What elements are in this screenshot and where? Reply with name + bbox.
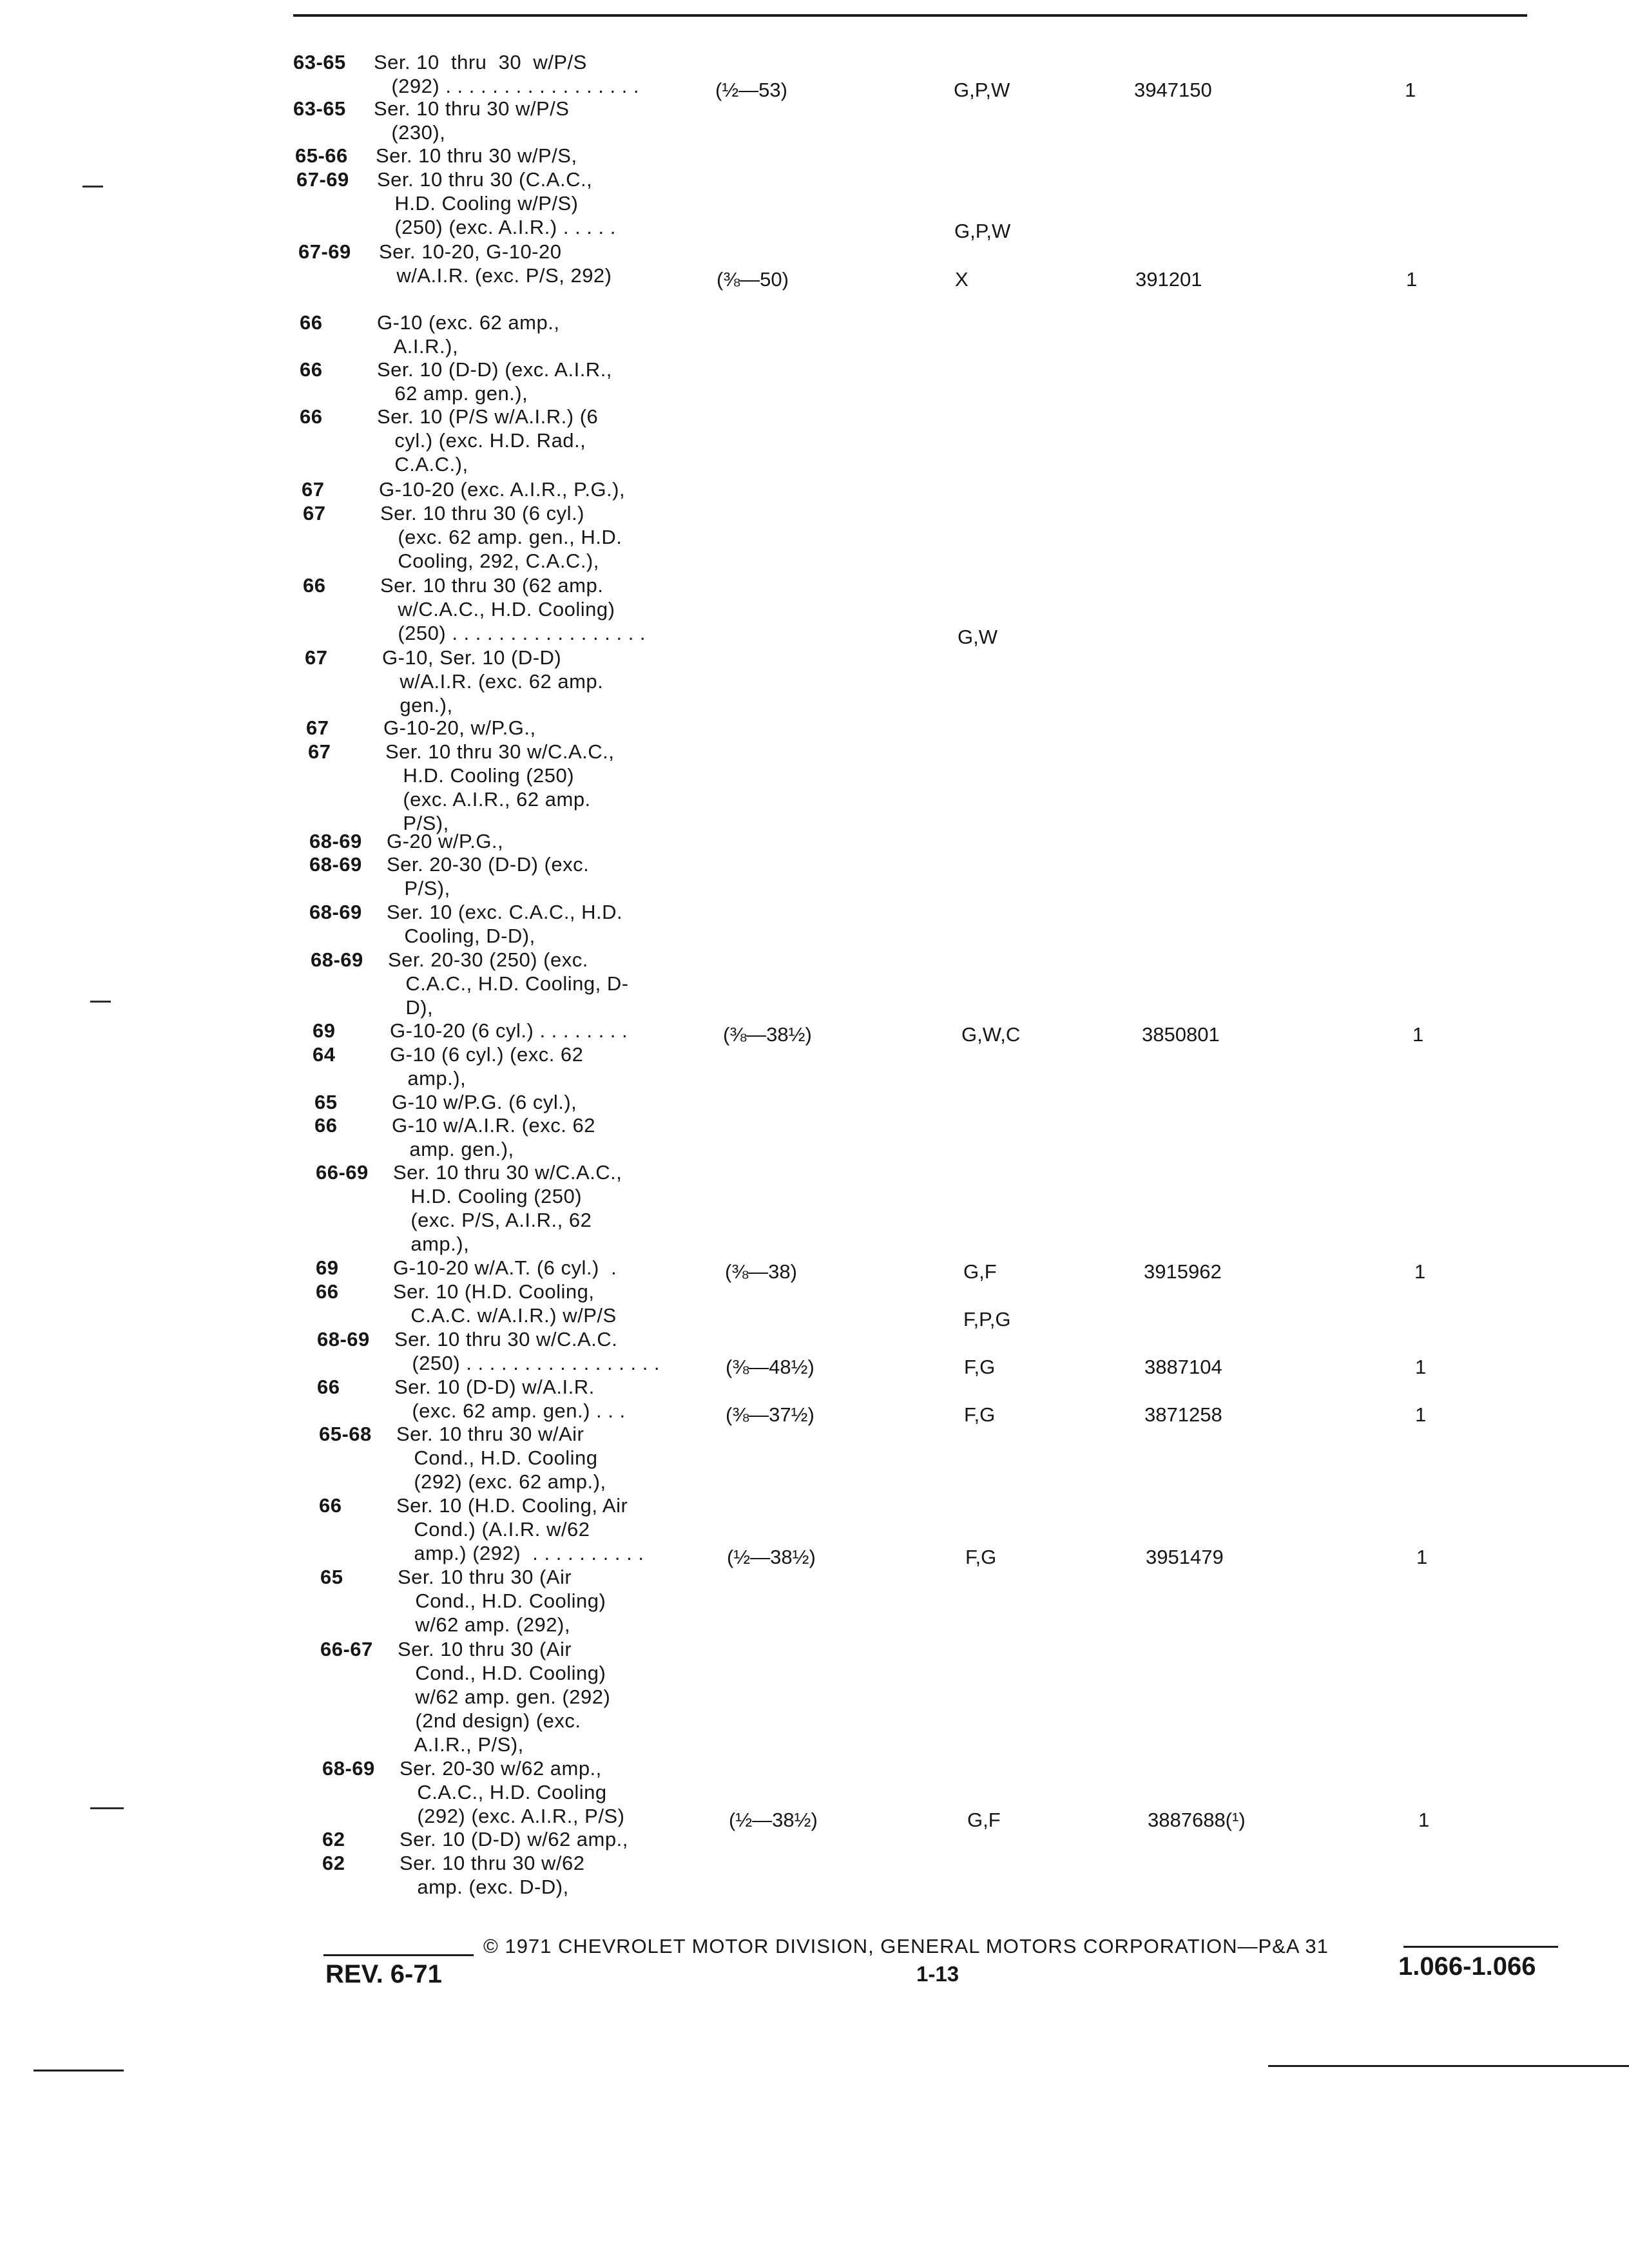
entry-years: 68-69 — [317, 1328, 370, 1350]
entry-size: (⅜—38½) — [723, 1023, 812, 1046]
entry-part-number: 3871258 — [1144, 1403, 1222, 1426]
entry-part-number: 3887104 — [1144, 1356, 1222, 1378]
bottom-rule-right — [1268, 2065, 1629, 2067]
entry-years: 64 — [313, 1043, 336, 1066]
margin-mark — [82, 186, 103, 187]
entry-years: 62 — [322, 1852, 345, 1874]
entry-description: Ser. 10 thru 30 w/C.A.C. (250) . . . . . . . . . . . . . . . . . — [394, 1328, 660, 1374]
entry-part-number: 3887688(¹) — [1148, 1809, 1246, 1831]
entry-description: G-10-20, w/P.G., — [383, 716, 536, 739]
margin-mark — [90, 1001, 111, 1003]
entry-part-number: 3951479 — [1146, 1546, 1224, 1568]
page-number: 1-13 — [916, 1962, 959, 1986]
entry-description: Ser. 10 (H.D. Cooling, Air Cond.) (A.I.R. w/62 amp.) (292) . . . . . . . . . . — [396, 1494, 644, 1564]
entry-years: 67-69 — [296, 168, 349, 191]
entry-years: 68-69 — [309, 901, 362, 923]
entry-description: G-10, Ser. 10 (D-D) w/A.I.R. (exc. 62 amp. gen.), — [382, 646, 604, 716]
entry-years: 66 — [303, 574, 326, 597]
entry-description: Ser. 10 (P/S w/A.I.R.) (6 cyl.) (exc. H.D. Rad., C.A.C.), — [377, 405, 599, 476]
entry-description: G-10-20 (exc. A.I.R., P.G.), — [379, 478, 626, 501]
entry-years: 66 — [300, 311, 323, 334]
entry-description: Ser. 10 (D-D) w/A.I.R. (exc. 62 amp. gen.) . . . — [394, 1376, 626, 1422]
entry-years: 67 — [305, 646, 328, 669]
entry-years: 67-69 — [298, 240, 351, 263]
entry-size: (⅜—48½) — [726, 1356, 815, 1378]
entry-size: (½—53) — [715, 79, 787, 101]
entry-quantity: 1 — [1414, 1260, 1426, 1283]
entry-years: 62 — [322, 1828, 345, 1850]
entry-years: 67 — [302, 478, 325, 501]
entry-part-number: 3915962 — [1144, 1260, 1222, 1283]
copyright-notice: © 1971 CHEVROLET MOTOR DIVISION, GENERAL MOTORS CORPORATION—P&A 31 — [483, 1935, 1329, 1957]
entry-part-number: 391201 — [1135, 268, 1202, 291]
entry-description: G-10 w/A.I.R. (exc. 62 amp. gen.), — [392, 1114, 595, 1160]
entry-years: 67 — [308, 740, 331, 763]
entry-years: 66 — [300, 405, 323, 428]
entry-models: F,G — [965, 1546, 997, 1568]
entry-years: 65 — [314, 1091, 338, 1113]
footer-rule-left — [323, 1954, 474, 1956]
entry-models: F,P,G — [963, 1308, 1011, 1331]
top-rule — [293, 14, 1527, 17]
entry-models: F,G — [964, 1356, 996, 1378]
entry-description: Ser. 10 thru 30 w/C.A.C., H.D. Cooling (250) (exc. P/S, A.I.R., 62 amp.), — [393, 1161, 622, 1255]
entry-years: 65 — [320, 1566, 343, 1588]
entry-models: F,G — [964, 1403, 996, 1426]
entry-description: Ser. 10 thru 30 (Air Cond., H.D. Cooling) w/62 amp. (292), — [398, 1566, 606, 1636]
entry-years: 67 — [306, 716, 329, 739]
entry-years: 68-69 — [309, 830, 362, 852]
entry-size: (⅜—37½) — [726, 1403, 815, 1426]
entry-models: G,W,C — [961, 1023, 1021, 1046]
entry-description: G-10-20 (6 cyl.) . . . . . . . . — [390, 1019, 628, 1042]
entry-models: X — [955, 268, 969, 291]
entry-size: (⅜—38) — [725, 1260, 797, 1283]
revision-label: REV. 6-71 — [325, 1960, 442, 1988]
entry-description: Ser. 20-30 (D-D) (exc. P/S), — [387, 853, 590, 899]
entry-description: Ser. 10 thru 30 (6 cyl.) (exc. 62 amp. gen., H.D. Cooling, 292, C.A.C.), — [380, 502, 622, 572]
entry-description: Ser. 10 thru 30 w/62 amp. (exc. D-D), — [400, 1852, 585, 1898]
entry-description: Ser. 10 thru 30 (62 amp. w/C.A.C., H.D. Cooling) (250) . . . . . . . . . . . . . . . . . — [380, 574, 646, 644]
entry-description: G-10 (6 cyl.) (exc. 62 amp.), — [390, 1043, 584, 1090]
bottom-rule-left — [34, 2070, 124, 2071]
entry-quantity: 1 — [1416, 1546, 1428, 1568]
entry-years: 66-67 — [320, 1638, 373, 1660]
entry-part-number: 3947150 — [1134, 79, 1212, 101]
entry-description: Ser. 10 (D-D) (exc. A.I.R., 62 amp. gen.), — [377, 358, 612, 405]
entry-models: G,W — [958, 626, 998, 648]
entry-size: (⅜—50) — [717, 268, 789, 291]
entry-description: G-10 w/P.G. (6 cyl.), — [392, 1091, 577, 1113]
entry-part-number: 3850801 — [1142, 1023, 1220, 1046]
entry-description: Ser. 10 thru 30 (C.A.C., H.D. Cooling w/P/S) (250) (exc. A.I.R.) . . . . . — [377, 168, 616, 238]
entry-years: 67 — [303, 502, 326, 524]
entry-years: 66 — [316, 1280, 339, 1303]
entry-quantity: 1 — [1405, 79, 1416, 101]
entry-years: 65-66 — [295, 144, 348, 167]
entry-description: Ser. 10 thru 30 w/P/S (292) . . . . . . . . . . . . . . . . . — [374, 51, 640, 97]
group-number: 1.066-1.066 — [1398, 1952, 1536, 1981]
entry-models: G,P,W — [954, 79, 1010, 101]
entry-description: Ser. 20-30 (250) (exc. C.A.C., H.D. Cooling, D- D), — [388, 948, 629, 1019]
entry-years: 66 — [314, 1114, 338, 1137]
entry-description: Ser. 10 thru 30 w/P/S (230), — [374, 97, 570, 144]
entry-description: Ser. 10 (exc. C.A.C., H.D. Cooling, D-D), — [387, 901, 623, 947]
entry-description: Ser. 10 thru 30 w/C.A.C., H.D. Cooling (250) (exc. A.I.R., 62 amp. P/S), — [385, 740, 615, 834]
entry-description: Ser. 10 (H.D. Cooling, C.A.C. w/A.I.R.) w/P/S — [393, 1280, 617, 1327]
entry-description: G-20 w/P.G., — [387, 830, 504, 852]
entry-description: Ser. 10 (D-D) w/62 amp., — [400, 1828, 628, 1850]
entry-description: G-10-20 w/A.T. (6 cyl.) . — [393, 1256, 617, 1279]
entry-description: G-10 (exc. 62 amp., A.I.R.), — [377, 311, 560, 358]
entry-years: 68-69 — [322, 1757, 375, 1780]
entry-quantity: 1 — [1418, 1809, 1430, 1831]
margin-mark — [90, 1807, 124, 1809]
entry-quantity: 1 — [1406, 268, 1418, 291]
entry-models: G,F — [967, 1809, 1001, 1831]
entry-years: 66 — [319, 1494, 342, 1517]
entry-years: 68-69 — [309, 853, 362, 876]
entry-size: (½—38½) — [727, 1546, 816, 1568]
entry-years: 66-69 — [316, 1161, 369, 1184]
entry-description: Ser. 20-30 w/62 amp., C.A.C., H.D. Cooling (292) (exc. A.I.R., P/S) — [400, 1757, 625, 1827]
entry-description: Ser. 10-20, G-10-20 w/A.I.R. (exc. P/S, 292) — [379, 240, 612, 287]
entry-quantity: 1 — [1415, 1403, 1427, 1426]
entry-years: 65-68 — [319, 1423, 372, 1445]
entry-years: 68-69 — [311, 948, 363, 971]
entry-years: 63-65 — [293, 97, 346, 120]
entry-models: G,P,W — [954, 220, 1011, 242]
entry-description: Ser. 10 thru 30 (Air Cond., H.D. Cooling) w/62 amp. gen. (292) (2nd design) (exc. A.I.R., P/S), — [398, 1638, 611, 1756]
entry-years: 66 — [317, 1376, 340, 1398]
entry-models: G,F — [963, 1260, 997, 1283]
entry-years: 69 — [316, 1256, 339, 1279]
entry-size: (½—38½) — [729, 1809, 818, 1831]
entry-quantity: 1 — [1412, 1023, 1424, 1046]
entry-years: 69 — [313, 1019, 336, 1042]
entry-years: 66 — [300, 358, 323, 381]
footer-rule-right — [1403, 1946, 1558, 1948]
entry-years: 63-65 — [293, 51, 346, 73]
entry-quantity: 1 — [1415, 1356, 1427, 1378]
entry-description: Ser. 10 thru 30 w/Air Cond., H.D. Cooling (292) (exc. 62 amp.), — [396, 1423, 606, 1493]
entry-description: Ser. 10 thru 30 w/P/S, — [376, 144, 577, 167]
